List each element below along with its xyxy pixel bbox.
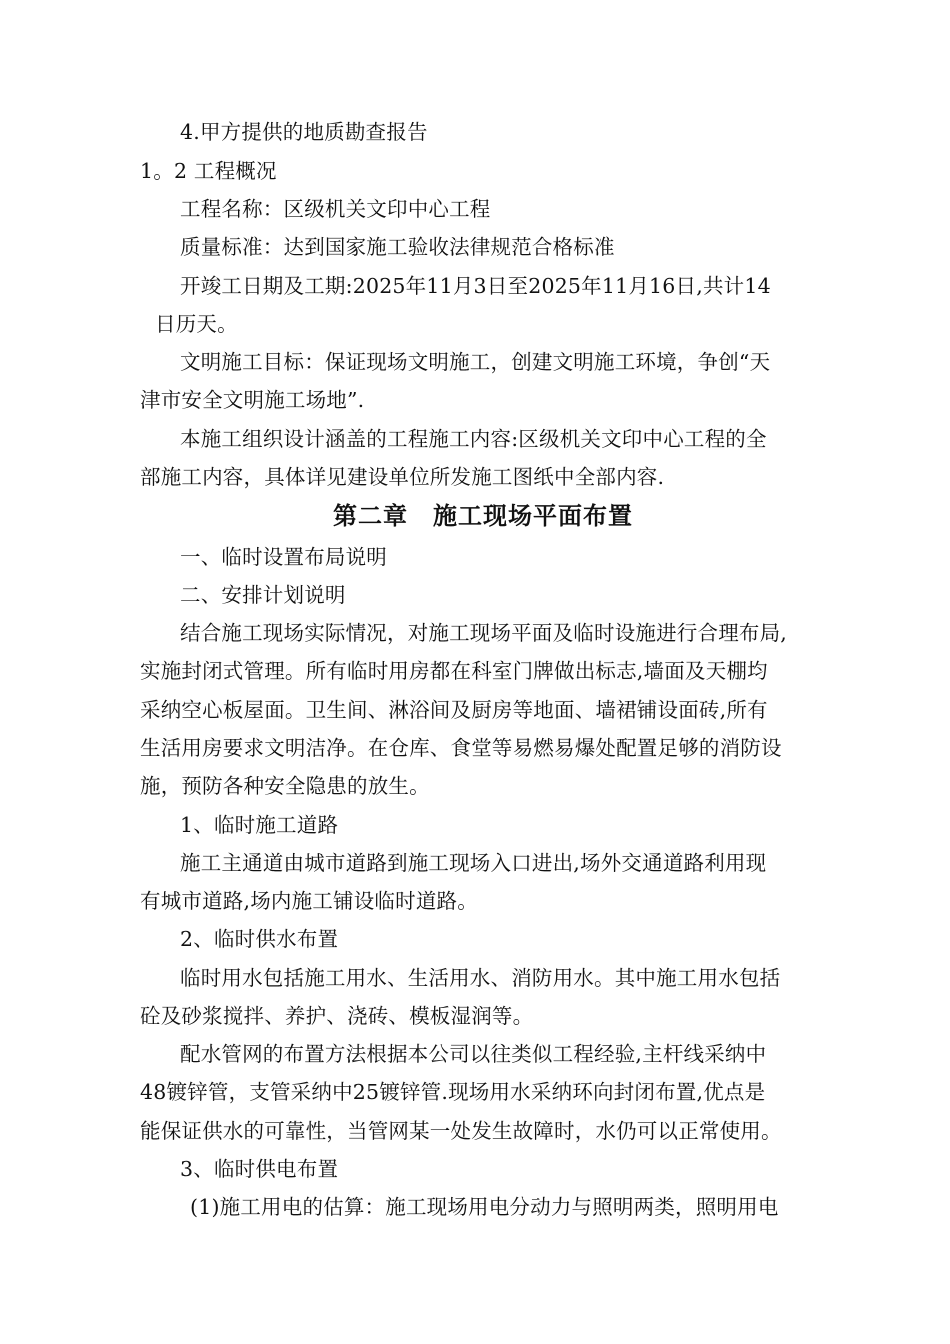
text-line-pipe-1: 配水管网的布置方法根据本公司以往类似工程经验,主杆线采纳中	[180, 1042, 767, 1066]
text-line-pipe-2: 48镀锌管，支管采纳中25镀锌管.现场用水采纳环向封闭布置,优点是	[140, 1080, 766, 1104]
text-line-water-1: 临时用水包括施工用水、生活用水、消防用水。其中施工用水包括	[180, 966, 781, 990]
text-line-civilization-goal-cont: 津市安全文明施工场地”.	[140, 388, 365, 412]
text-line-schedule-cont: 日历天。	[155, 312, 238, 336]
text-line-project-name: 工程名称：区级机关文印中心工程	[180, 197, 491, 221]
text-line-p1-1: 结合施工现场实际情况，对施工现场平面及临时设施进行合理布局,	[180, 621, 788, 645]
text-line-p1-5: 施，预防各种安全隐患的放生。	[140, 774, 430, 798]
text-line-power-1: (1)施工用电的估算：施工现场用电分动力与照明两类，照明用电	[190, 1195, 779, 1219]
subheading-plan: 二、安排计划说明	[180, 583, 346, 607]
text-line-road-1: 施工主通道由城市道路到施工现场入口进出,场外交通道路利用现	[180, 851, 767, 875]
text-line-p1-3: 采纳空心板屋面。卫生间、淋浴间及厨房等地面、墙裙铺设面砖,所有	[140, 698, 768, 722]
text-line-p1-4: 生活用房要求文明洁净。在仓库、食堂等易燃易爆处配置足够的消防设	[140, 736, 782, 760]
text-line-pipe-3: 能保证供水的可靠性，当管网某一处发生故障时，水仍可以正常使用。	[140, 1119, 782, 1143]
subheading-road: 1、临时施工道路	[180, 813, 339, 837]
text-line-water-2: 砼及砂浆搅拌、养护、浇砖、模板湿润等。	[140, 1004, 534, 1028]
section-heading-1-2: 1。2 工程概况	[140, 159, 277, 183]
subheading-water: 2、临时供水布置	[180, 927, 339, 951]
text-line-schedule: 开竣工日期及工期:2025年11月3日至2025年11月16日,共计14	[180, 274, 771, 298]
chapter-heading: 第二章 施工现场平面布置	[333, 501, 633, 530]
subheading-layout: 一、临时设置布局说明	[180, 545, 387, 569]
text-line-road-2: 有城市道路,场内施工铺设临时道路。	[140, 889, 478, 913]
text-line-1: 4.甲方提供的地质勘查报告	[180, 120, 428, 144]
subheading-power: 3、临时供电布置	[180, 1157, 339, 1181]
text-line-quality-standard: 质量标准：达到国家施工验收法律规范合格标准	[180, 235, 615, 259]
text-line-scope: 本施工组织设计涵盖的工程施工内容:区级机关文印中心工程的全	[180, 427, 767, 451]
text-line-p1-2: 实施封闭式管理。所有临时用房都在科室门牌做出标志,墙面及天棚均	[140, 659, 768, 683]
text-line-civilization-goal: 文明施工目标：保证现场文明施工，创建文明施工环境，争创“天	[180, 350, 771, 374]
text-line-scope-cont: 部施工内容，具体详见建设单位所发施工图纸中全部内容.	[140, 465, 665, 489]
